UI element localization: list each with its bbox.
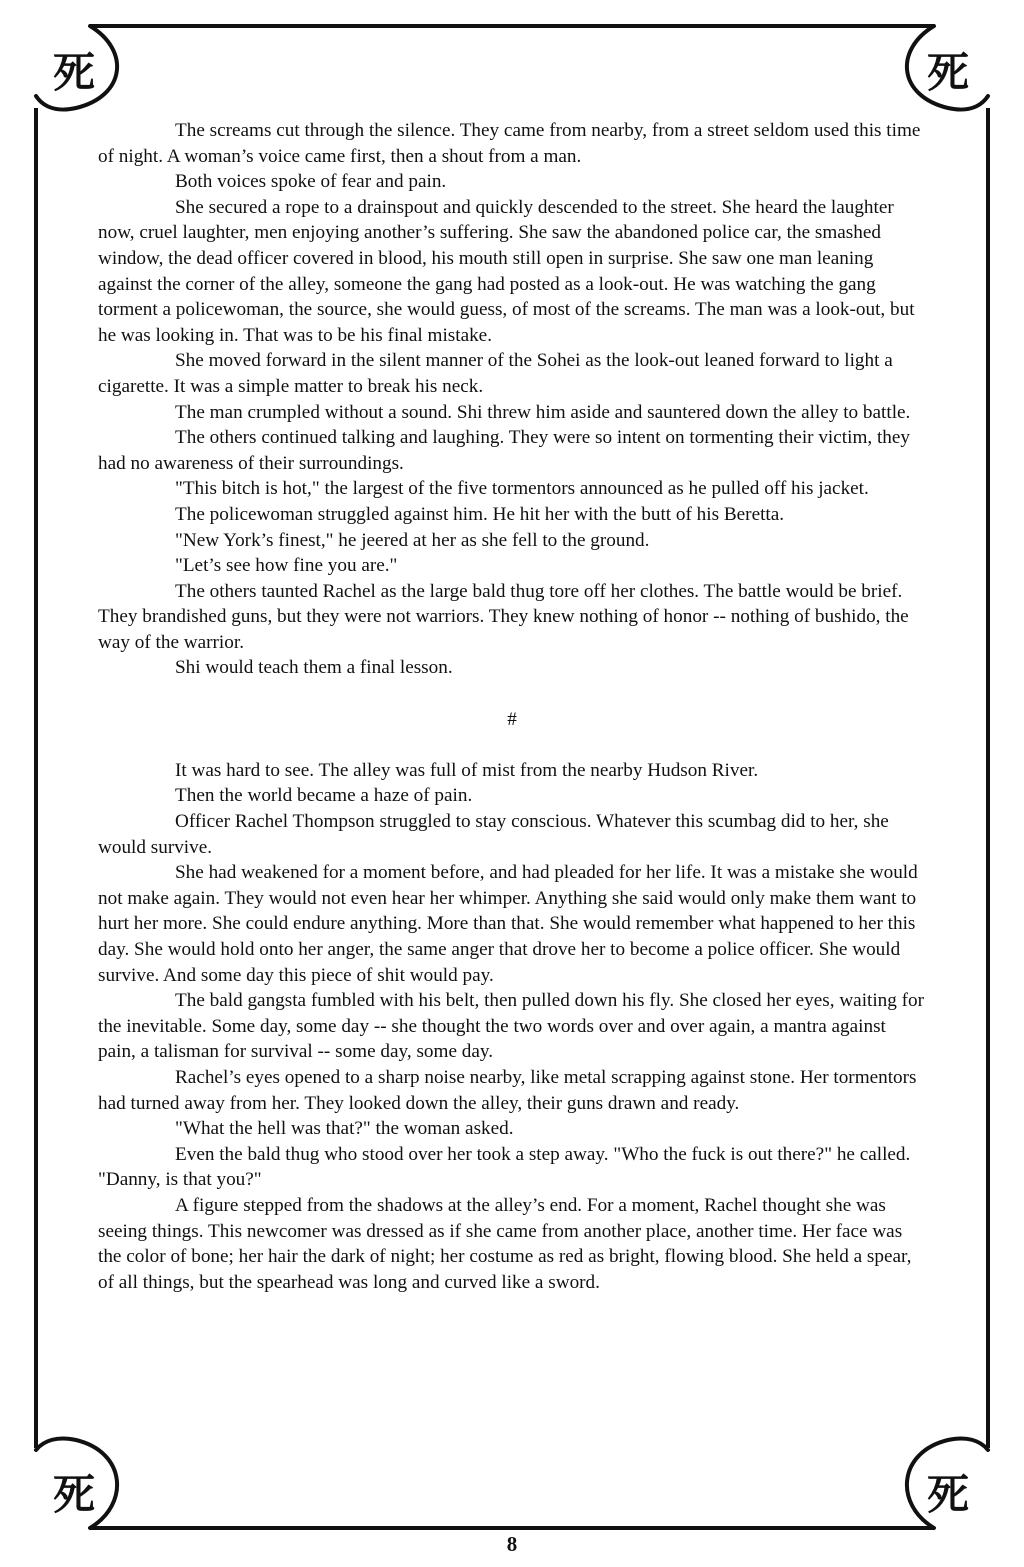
death-kanji-icon: 死 xyxy=(926,1470,969,1519)
paragraph: She had weakened for a moment before, and had pleaded for her life. It was a mistake she would not make again. They would not even hear her whimper. Anything she said would only make them want to hurt her more. She could endure anything. More than that. She would remember what happened to her this day. She would hold onto her anger, the same anger that drove her to become a police officer. She would survive. And some day this piece of shit would pay. xyxy=(98,862,918,986)
paragraph: The man crumpled without a sound. Shi threw him aside and sauntered down the alley to battle. xyxy=(175,401,911,423)
paragraph: Officer Rachel Thompson struggled to stay conscious. Whatever this scumbag did to her, she would survive. xyxy=(98,811,889,858)
story-text xyxy=(98,118,926,1295)
paragraph: "Let’s see how fine you are." xyxy=(175,555,398,577)
paragraph: Even the bald thug who stood over her took a step away. "Who the fuck is out there?" he called. "Danny, is that you?" xyxy=(98,1143,911,1191)
death-kanji-icon: 死 xyxy=(52,48,95,97)
paragraph: She secured a rope to a drainspout and quickly descended to the street. She heard the laughter now, cruel laughter, men enjoying another’s suffering. She saw the abandoned police car, the smashed window, the dead officer covered in blood, his mouth still open in surprise. She saw one man leaning against the corner of the alley, someone the gang had posted as a look-out. He was watching the gang torment a policewoman, the source, she would guess, of most of the screams. The man was a look-out, but he was looking in. That was to be his final mistake. xyxy=(98,196,915,346)
page-number: 8 xyxy=(506,1532,518,1556)
paragraph: The others taunted Rachel as the large bald thug tore off her clothes. The battle would be brief. They brandished guns, but they were not warriors. They knew nothing of honor -- nothing of bushido, the way of the warrior. xyxy=(98,580,909,653)
death-kanji-icon: 死 xyxy=(926,48,969,97)
paragraph: A figure stepped from the shadows at the alley’s end. For a moment, Rachel thought she was seeing things. This newcomer was dressed as if she came from another place, another time. Her face was the color of bone; her hair the dark of night; her costume as red as bright, flowing blood. She held a spear, of all things, but the spearhead was long and curved like a sword. xyxy=(98,1194,912,1293)
paragraph: "What the hell was that?" the woman asked. xyxy=(175,1118,514,1140)
paragraph: Then the world became a haze of pain. xyxy=(175,785,473,807)
paragraph: "This bitch is hot," the largest of the five tormentors announced as he pulled off his jacket. xyxy=(175,478,869,500)
paragraph: Shi would teach them a final lesson. xyxy=(175,657,453,679)
paragraph: "New York’s finest," he jeered at her as she fell to the ground. xyxy=(175,529,650,551)
death-kanji-icon: 死 xyxy=(52,1470,95,1519)
paragraph: It was hard to see. The alley was full of mist from the nearby Hudson River. xyxy=(175,759,759,781)
paragraph: She moved forward in the silent manner of the Sohei as the look-out leaned forward to light a cigarette. It was a simple matter to break his neck. xyxy=(98,350,893,397)
paragraph: The bald gangsta fumbled with his belt, then pulled down his fly. She closed her eyes, waiting for the inevitable. Some day, some day -- she thought the two words over and over again, a mantra against pain, a talisman for survival -- some day, some day. xyxy=(98,990,925,1063)
paragraph: The others continued talking and laughing. They were so intent on tormenting their victim, they had no awareness of their surroundings. xyxy=(98,427,910,474)
paragraph: Both voices spoke of fear and pain. xyxy=(175,171,447,193)
paragraph: The screams cut through the silence. They came from nearby, from a street seldom used this time of night. A woman’s voice came first, then a shout from a man. xyxy=(98,120,921,167)
paragraph: The policewoman struggled against him. He hit her with the butt of his Beretta. xyxy=(175,503,785,525)
paragraph: Rachel’s eyes opened to a sharp noise nearby, like metal scrapping against stone. Her tormentors had turned away from her. They looked down the alley, their guns drawn and ready. xyxy=(98,1066,917,1114)
scene-break: # xyxy=(507,708,517,730)
